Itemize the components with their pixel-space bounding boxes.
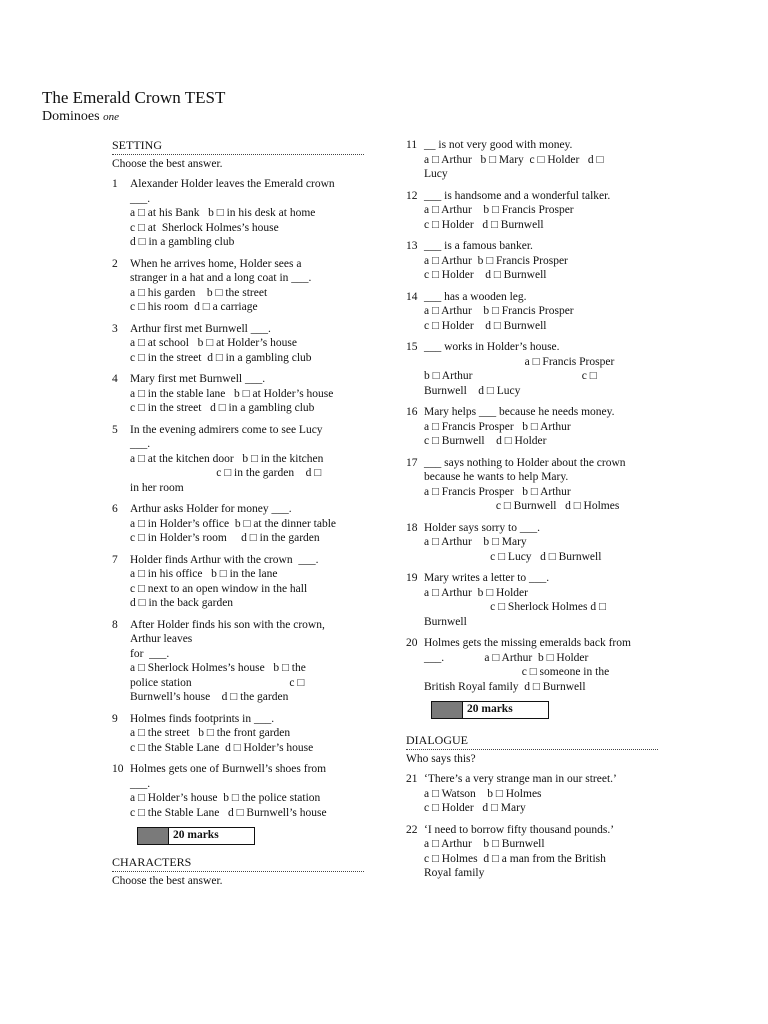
answer-options-line[interactable]: Burnwell d □ Lucy (424, 384, 521, 397)
question-number: 20 (406, 637, 418, 649)
question-item (112, 762, 364, 820)
question-body (424, 239, 658, 283)
left-column (112, 138, 364, 894)
question-text: Arthur asks Holder for money ___. (130, 503, 292, 515)
question-number: 15 (406, 341, 418, 353)
answer-options-line[interactable]: a □ Sherlock Holmes’s house b □ the (130, 662, 306, 674)
answer-options-line[interactable]: a □ Arthur b □ Francis Prosper (424, 254, 568, 267)
question-item (112, 553, 364, 611)
question-body (424, 290, 658, 334)
answer-options-line[interactable]: c □ Holder d □ Burnwell (424, 319, 547, 332)
answer-options-line[interactable]: Burnwell’s house d □ the garden (130, 691, 289, 703)
answer-options-line[interactable]: c □ Holder d □ Burnwell (424, 218, 544, 231)
answer-options-line[interactable]: ___. (130, 777, 151, 790)
question-item (406, 636, 658, 694)
question-item (406, 340, 658, 398)
answer-options-line[interactable]: c □ in the street d □ in a gambling club (130, 402, 315, 414)
answer-options-line[interactable]: c □ Holmes d □ a man from the British (424, 852, 606, 865)
question-text: After Holder finds his son with the crown, (130, 618, 325, 631)
question-text: In the evening admirers come to see Lucy (130, 423, 323, 436)
section-heading-dialogue: DIALOGUE (406, 733, 658, 750)
answer-options-line[interactable]: Arthur leaves (130, 633, 193, 645)
answer-options-line[interactable]: a □ Arthur b □ Burnwell (424, 838, 545, 850)
question-item (112, 423, 364, 496)
question-text: ___ has a wooden leg. (424, 290, 527, 303)
question-item (112, 372, 364, 416)
question-item (406, 521, 658, 565)
right-column (406, 138, 658, 888)
question-text: Holmes gets one of Burnwell’s shoes from (130, 763, 327, 775)
answer-options-line[interactable]: a □ Arthur b □ Francis Prosper (424, 204, 574, 216)
question-body (130, 177, 364, 250)
question-body (424, 823, 658, 881)
question-item (406, 571, 658, 629)
question-text: Mary helps ___ because he needs money. (424, 406, 615, 418)
question-number: 13 (406, 240, 418, 252)
question-body (424, 521, 658, 565)
question-item (406, 772, 658, 816)
answer-options-line[interactable]: ___. (130, 192, 151, 205)
question-item (112, 322, 364, 366)
answer-options-line[interactable]: police station c □ (130, 676, 305, 689)
answer-options-line[interactable]: c □ Sherlock Holmes d □ (424, 601, 606, 613)
question-number: 16 (406, 406, 418, 418)
answer-options-line[interactable]: stranger in a hat and a long coat in ___. (130, 272, 312, 284)
answer-options-line[interactable]: a □ in his office b □ in the lane (130, 568, 278, 580)
question-body (130, 372, 364, 416)
question-text: Holmes finds footprints in ___. (130, 712, 275, 725)
question-text: ___ is handsome and a wonderful talker. (424, 189, 611, 202)
question-item (406, 290, 658, 334)
setting-question-list (112, 177, 364, 820)
marks-label: 20 marks (467, 703, 513, 715)
answer-options-line[interactable]: c □ Holder d □ Mary (424, 802, 526, 814)
question-text: ___ works in Holder’s house. (424, 341, 560, 353)
answer-options-line[interactable]: c □ next to an open window in the hall (130, 582, 308, 595)
answer-options-line[interactable]: a □ Arthur b □ Mary c □ Holder d □ (424, 153, 604, 166)
subtitle-level: one (103, 111, 119, 123)
question-item (406, 405, 658, 449)
question-item (112, 502, 364, 546)
question-text: Holder finds Arthur with the crown ___. (130, 553, 319, 566)
question-text: Mary first met Burnwell ___. (130, 373, 266, 385)
answer-options-line[interactable]: Lucy (424, 168, 448, 180)
question-body (130, 712, 364, 756)
question-number: 19 (406, 572, 418, 584)
answer-options-line[interactable]: c □ Burnwell d □ Holmes (424, 500, 620, 512)
question-item (406, 456, 658, 514)
question-item (406, 138, 658, 182)
answer-options-line[interactable]: c □ his room d □ a carriage (130, 301, 258, 313)
answer-options-line[interactable]: c □ Burnwell d □ Holder (424, 435, 547, 447)
answer-options-line[interactable]: a □ Holder’s house b □ the police station (130, 792, 321, 804)
question-text: ___ is a famous banker. (424, 240, 533, 252)
question-body (130, 618, 364, 705)
question-body (424, 138, 658, 182)
question-number: 7 (112, 553, 118, 566)
question-text: ‘There’s a very strange man in our street.’ (424, 773, 617, 785)
question-text: ‘I need to borrow fifty thousand pounds.’ (424, 823, 615, 836)
question-number: 11 (406, 139, 418, 151)
question-text: Mary writes a letter to ___. (424, 572, 550, 584)
answer-options-line[interactable]: a □ Francis Prosper b □ Arthur (424, 420, 571, 433)
answer-options-line[interactable]: a □ his garden b □ the street (130, 286, 268, 299)
answer-options-line[interactable]: ___. a □ Arthur b □ Holder (424, 651, 589, 664)
answer-options-line[interactable]: a □ at his Bank b □ in his desk at home (130, 207, 316, 219)
question-number: 21 (406, 773, 418, 785)
answer-options-line[interactable]: Royal family (424, 867, 485, 879)
question-number: 2 (112, 257, 118, 270)
answer-options-line[interactable]: a □ at school b □ at Holder’s house (130, 337, 297, 349)
answer-options-line[interactable]: c □ the Stable Lane d □ Burnwell’s house (130, 806, 327, 819)
subtitle-text: Dominoes (42, 109, 100, 124)
question-body (424, 571, 658, 629)
question-text: When he arrives home, Holder sees a (130, 257, 302, 270)
section-heading-setting: SETTING (112, 138, 364, 155)
marks-label: 20 marks (173, 829, 219, 841)
answer-options-line[interactable]: c □ at Sherlock Holmes’s house (130, 221, 279, 234)
answer-options-line[interactable]: b □ Arthur c □ (424, 370, 597, 382)
answer-options-line[interactable]: a □ Francis Prosper (424, 355, 615, 368)
dialogue-instruction: Who says this? (406, 752, 476, 765)
answer-options-line[interactable]: a □ Arthur b □ Francis Prosper (424, 305, 574, 317)
answer-options-line[interactable]: c □ in the street d □ in a gambling club (130, 351, 312, 364)
question-number: 17 (406, 456, 418, 469)
question-body (130, 423, 364, 496)
question-number: 14 (406, 290, 418, 303)
answer-options-line[interactable]: c □ the Stable Lane d □ Holder’s house (130, 741, 314, 754)
question-number: 5 (112, 423, 118, 436)
question-item (406, 239, 658, 283)
setting-marks-box (137, 827, 255, 845)
answer-options-line[interactable]: d □ in the back garden (130, 597, 234, 609)
page-title: The Emerald Crown TEST (42, 88, 226, 107)
answer-options-line[interactable]: for ___. (130, 647, 170, 660)
section-heading-characters: CHARACTERS (112, 855, 364, 872)
marks-score-area[interactable] (138, 828, 169, 844)
question-body (130, 322, 364, 366)
question-body (424, 456, 658, 514)
answer-options-line[interactable]: c □ Lucy d □ Burnwell (424, 550, 602, 563)
question-item (406, 189, 658, 233)
question-number: 12 (406, 189, 418, 202)
answer-options-line[interactable]: d □ in a gambling club (130, 236, 235, 248)
question-number: 1 (112, 178, 118, 190)
question-body (424, 636, 658, 694)
question-number: 8 (112, 618, 118, 631)
answer-options-line[interactable]: Burnwell (424, 615, 467, 628)
setting-instruction: Choose the best answer. (112, 157, 223, 170)
question-number: 10 (112, 763, 124, 775)
question-body (424, 772, 658, 816)
answer-options-line[interactable]: c □ someone in the (424, 666, 610, 678)
question-item (406, 823, 658, 881)
question-number: 4 (112, 373, 118, 385)
answer-options-line[interactable]: a □ Arthur b □ Mary (424, 536, 527, 548)
answer-options-line[interactable]: c □ in the garden d □ (130, 467, 322, 479)
question-number: 22 (406, 823, 418, 836)
question-text: Alexander Holder leaves the Emerald crown (130, 178, 335, 190)
question-body (424, 405, 658, 449)
question-item (112, 618, 364, 705)
answer-options-line[interactable]: a □ Francis Prosper b □ Arthur (424, 485, 571, 498)
characters-instruction: Choose the best answer. (112, 874, 223, 887)
question-text: Holmes gets the missing emeralds back from (424, 637, 631, 649)
question-body (130, 502, 364, 546)
dialogue-question-list (406, 772, 658, 881)
question-text: Holder says sorry to ___. (424, 521, 540, 534)
question-text: ___ says nothing to Holder about the crown (424, 456, 626, 469)
answer-options-line[interactable]: ___. (130, 438, 151, 450)
page-subtitle (42, 108, 225, 126)
answer-options-line[interactable]: a □ at the kitchen door b □ in the kitchen (130, 452, 324, 465)
answer-options-line[interactable]: British Royal family d □ Burnwell (424, 680, 586, 693)
answer-options-line[interactable]: a □ in Holder’s office b □ at the dinner table (130, 517, 337, 530)
question-body (424, 189, 658, 233)
question-item (112, 177, 364, 250)
document-header (42, 88, 225, 126)
answer-options-line[interactable]: a □ in the stable lane b □ at Holder’s house (130, 387, 334, 400)
question-body (130, 762, 364, 820)
question-item (112, 712, 364, 756)
question-number: 6 (112, 503, 118, 515)
answer-options-line[interactable]: a □ the street b □ the front garden (130, 727, 291, 739)
question-number: 3 (112, 322, 118, 335)
answer-options-line[interactable]: in her room (130, 481, 184, 494)
characters-question-list (406, 138, 658, 694)
question-number: 18 (406, 521, 418, 534)
characters-marks-box (431, 701, 549, 719)
question-text: __ is not very good with money. (424, 139, 573, 151)
question-number: 9 (112, 712, 118, 725)
question-item (112, 257, 364, 315)
answer-options-line[interactable]: a □ Watson b □ Holmes (424, 787, 542, 800)
answer-options-line[interactable]: because he wants to help Mary. (424, 471, 569, 483)
answer-options-line[interactable]: c □ Holder d □ Burnwell (424, 269, 547, 281)
question-body (130, 257, 364, 315)
answer-options-line[interactable]: c □ in Holder’s room d □ in the garden (130, 532, 320, 544)
marks-score-area[interactable] (432, 702, 463, 718)
question-body (130, 553, 364, 611)
question-text: Arthur first met Burnwell ___. (130, 322, 271, 335)
question-body (424, 340, 658, 398)
answer-options-line[interactable]: a □ Arthur b □ Holder (424, 586, 528, 599)
